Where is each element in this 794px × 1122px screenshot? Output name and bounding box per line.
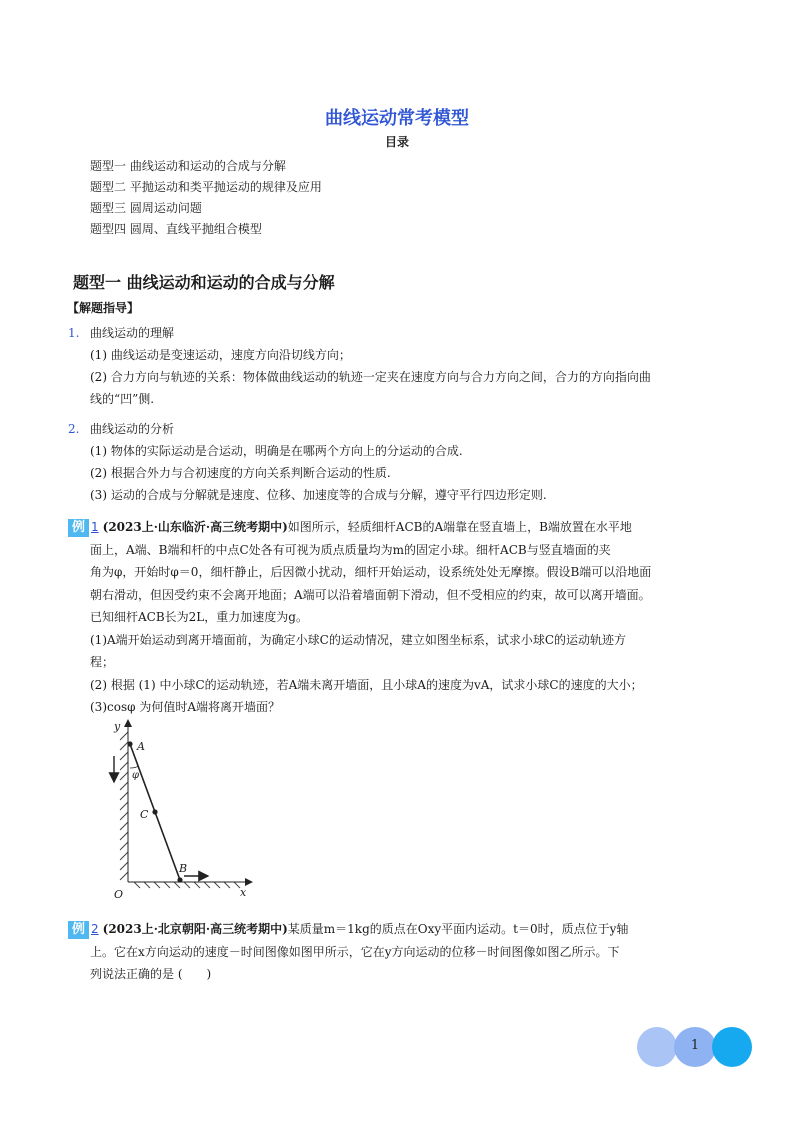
example-source: (2023上·北京朝阳·高三统考期中)	[102, 922, 288, 936]
label-o: O	[114, 888, 124, 901]
table-of-contents	[90, 156, 322, 240]
example-number-link[interactable]: 2	[91, 922, 99, 936]
label-phi: φ	[132, 770, 140, 781]
document-title: 曲线运动常考模型	[325, 108, 469, 129]
page-number-badge	[637, 1027, 752, 1067]
example-text: 如图所示，轻质细杆ACB的A端靠在竖直墙上，B端放置在水平地	[287, 520, 632, 534]
guide-line: 线的“凹”侧.	[90, 392, 155, 406]
guide-line: (2) 根据合外力与合初速度的方向关系判断合运动的性质.	[90, 466, 391, 480]
label-y: y	[114, 720, 121, 733]
example-1	[68, 516, 730, 719]
example-text: (2) 根据 (1) 中小球C的运动轨迹，若A端未离开墙面，且小球A的速度为vA，试求小球C的速度的大小；	[90, 677, 643, 692]
label-c: C	[140, 808, 149, 821]
example-text: 面上，A端、B端和杆的中点C处各有可视为质点质量均为m的固定小球。细杆ACB与竖直墙面的夹	[90, 542, 611, 557]
example-text: 程；	[90, 655, 115, 669]
guide-line: (1) 物体的实际运动是合运动，明确是在哪两个方向上的分运动的合成.	[90, 444, 463, 458]
ball-b	[177, 877, 182, 882]
guide-item-2	[68, 418, 728, 506]
example-tag: 例	[68, 921, 89, 939]
example-text: 某质量m＝1kg的质点在Oxy平面内运动。t＝0时，质点位于y轴	[287, 922, 629, 936]
example-text: 上。它在x方向运动的速度－时间图像如图甲所示，它在y方向运动的位移－时间图像如图乙所示。下	[90, 944, 620, 959]
angle-arc	[130, 766, 138, 768]
item-number: 2.	[68, 422, 80, 436]
toc-item[interactable]: 题型四 圆周、直线平抛组合模型	[90, 222, 262, 236]
badge-bubble	[712, 1027, 752, 1067]
guide-line: (2) 合力方向与轨迹的关系：物体做曲线运动的轨迹一定夹在速度方向与合力方向之间，合力的方向指向曲	[90, 370, 651, 384]
guide-line: (3) 运动的合成与分解就是速度、位移、加速度等的合成与分解，遵守平行四边形定则.	[90, 488, 547, 502]
label-b: B	[179, 862, 188, 875]
ball-a	[127, 741, 132, 746]
floor-hatch	[128, 882, 246, 888]
label-a: A	[137, 740, 145, 753]
item-heading: 曲线运动的理解	[90, 326, 175, 340]
guide-line: (1) 曲线运动是变速运动，速度方向沿切线方向；	[90, 348, 351, 362]
toc-heading: 目录	[384, 135, 409, 149]
badge-bubble	[637, 1027, 677, 1067]
page-number: 1	[690, 1038, 700, 1053]
section-title: 题型一 曲线运动和运动的合成与分解	[73, 273, 335, 292]
toc-item[interactable]: 题型三 圆周运动问题	[90, 201, 202, 215]
example-text: 角为φ，开始时φ＝0，细杆静止，后因微小扰动，细杆开始运动，设系统处处无摩擦。假设B端可以沿地面	[90, 565, 652, 579]
example-tag: 例	[68, 519, 89, 537]
example-text: 已知细杆ACB长为2L，重力加速度为g。	[90, 610, 308, 624]
example-number-link[interactable]: 1	[91, 520, 99, 534]
guide-item-1	[68, 322, 728, 410]
example-source: (2023上·山东临沂·高三统考期中)	[102, 520, 288, 534]
wall-hatch	[120, 730, 128, 882]
toc-item[interactable]: 题型二 平抛运动和类平抛运动的规律及应用	[90, 180, 322, 194]
guide-label: 【解题指导】	[67, 301, 140, 315]
toc-item[interactable]: 题型一 曲线运动和运动的合成与分解	[90, 159, 286, 173]
example-2	[68, 918, 730, 986]
label-x: x	[240, 886, 247, 899]
item-number: 1.	[68, 326, 80, 340]
example-text: 朝右滑动，但因受约束不会离开地面；A端可以沿着墙面朝下滑动，但不受相应的约束，故可以离开墙面。	[90, 587, 651, 602]
ball-c	[152, 809, 157, 814]
rod-diagram	[106, 716, 266, 902]
item-heading: 曲线运动的分析	[90, 422, 175, 436]
example-text: (3)cosφ 为何值时A端将离开墙面？	[90, 700, 280, 714]
example-text: 列说法正确的是 ( )	[90, 967, 212, 981]
example-text: (1)A端开始运动到离开墙面前，为确定小球C的运动情况，建立如图坐标系，试求小球C的运动轨迹方	[90, 632, 627, 647]
